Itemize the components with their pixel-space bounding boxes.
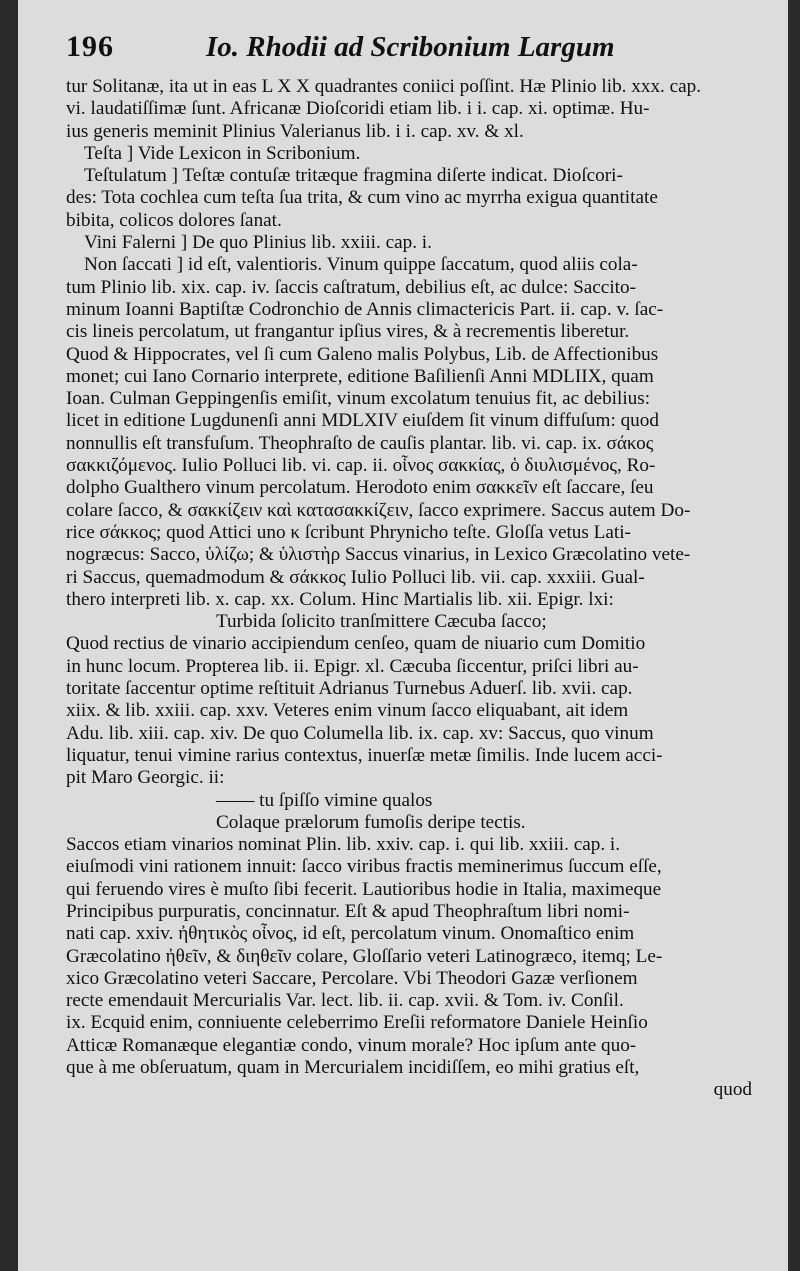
text-line: ix. Ecquid enim, conniuente celeberrimo Ereſii reformatore Daniele Heinſio (66, 1012, 648, 1034)
text-line: Teſtulatum ] Teſtæ contuſæ tritæque fragmina diſerte indicat. Dioſcori- (84, 165, 623, 187)
text-line: que à me obſeruatum, quam in Mercurialem incidiſſem, eo mihi gratius eſt, (66, 1057, 640, 1079)
page-body (66, 76, 766, 1079)
text-line: qui feruendo vires è muſto ſibi fecerit. Lautioribus hodie in Italia, maximeque (66, 878, 662, 900)
text-line: Vini Falerni ] De quo Plinius lib. xxiii. cap. i. (84, 232, 432, 254)
text-line: tum Plinio lib. xix. cap. iv. ſaccis caſtratum, debilius eſt, ac dulce: Saccito- (66, 276, 636, 298)
book-page (18, 0, 788, 1271)
text-line: vi. laudatiſſimæ ſunt. Africanæ Dioſcoridi etiam lib. i i. cap. xi. optimæ. Hu- (66, 98, 650, 120)
page-number: 196 (66, 30, 114, 63)
text-line: cis lineis percolatum, ut frangantur ipſius vires, & à recrementis liberetur. (66, 321, 630, 343)
text-line: nogræcus: Sacco, ὑλίζω; & ὑλιστὴρ Saccus vinarius, in Lexico Græcolatino vete- (66, 544, 691, 566)
text-line: ius generis meminit Plinius Valerianus lib. i i. cap. xv. & xl. (66, 120, 524, 142)
text-line: Colaque prælorum fumoſis deripe tectis. (216, 811, 526, 833)
text-line: —— tu ſpiſſo vimine qualos (216, 789, 433, 811)
text-line: dolpho Gualthero vinum percolatum. Herodoto enim σακκεῖν eſt ſaccare, ſeu (66, 477, 654, 499)
running-title: Io. Rhodii ad Scribonium Largum (206, 31, 615, 63)
text-line: licet in editione Lugdunenſi anni MDLXIV eiuſdem ſit vinum diffuſum: quod (66, 410, 659, 432)
text-line: Adu. lib. xiii. cap. xiv. De quo Columella lib. ix. cap. xv: Saccus, quo vinum (66, 722, 654, 744)
text-line: bibita, colicos dolores ſanat. (66, 209, 282, 231)
text-line: eiuſmodi vini rationem innuit: ſacco viribus fractis meminerimus ſuccum eſſe, (66, 856, 662, 878)
text-line: Teſta ] Vide Lexicon in Scribonium. (84, 142, 361, 164)
text-line: pit Maro Georgic. ii: (66, 767, 225, 789)
text-line: ri Saccus, quemadmodum & σάκκος Iulio Polluci lib. vii. cap. xxxiii. Gual- (66, 566, 645, 588)
text-line: Ioan. Culman Geppingenſis emiſit, vinum excolatum tenuius fit, ac debilius: (66, 388, 651, 410)
text-line: liquatur, tenui vimine rarius contextus, inuerſæ metæ ſimilis. Inde lucem acci- (66, 744, 663, 766)
text-line: xico Græcolatino veteri Saccare, Percolare. Vbi Theodori Gazæ verſionem (66, 967, 638, 989)
text-line: toritate ſaccentur optime reſtituit Adrianus Turnebus Aduerſ. lib. xvii. cap. (66, 678, 633, 700)
text-line: in hunc locum. Propterea lib. ii. Epigr. xl. Cæcuba ſiccentur, priſci libri au- (66, 655, 639, 677)
page-header (66, 30, 766, 76)
text-line: thero interpreti lib. x. cap. xx. Colum. Hinc Martialis lib. xii. Epigr. lxi: (66, 588, 614, 610)
catchword: quod (713, 1079, 752, 1101)
text-line: nati cap. xxiv. ἠθητικὸς οἶνος, id eſt, percolatum vinum. Onomaſtico enim (66, 923, 635, 945)
text-line: tur Solitanæ, ita ut in eas L X X quadrantes coniici poſſint. Hæ Plinio lib. xxx. cap. (66, 76, 702, 97)
text-line: Principibus purpuratis, concinnatur. Eſt & apud Theophraſtum libri nomi- (66, 900, 630, 922)
text-line: Turbida ſolicito tranſmittere Cæcuba ſacco; (216, 611, 547, 633)
text-line: rice σάκκος; quod Attici uno κ ſcribunt Phrynicho teſte. Gloſſa vetus Lati- (66, 521, 631, 543)
text-line: des: Tota cochlea cum teſta ſua trita, & cum vino ac myrrha exigua quantitate (66, 187, 658, 209)
text-line: Quod rectius de vinario accipiendum cenſeo, quam de niuario cum Domitio (66, 633, 646, 655)
text-line: Saccos etiam vinarios nominat Plin. lib. xxiv. cap. i. qui lib. xxiii. cap. i. (66, 834, 621, 856)
text-line: minum Ioanni Baptiſtæ Codronchio de Annis climactericis Part. ii. cap. v. ſac- (66, 298, 664, 320)
text-line: Quod & Hippocrates, vel ſi cum Galeno malis Polybus, Lib. de Affectionibus (66, 343, 659, 365)
text-line: Atticæ Romanæque elegantiæ condo, vinum morale? Hoc ipſum ante quo- (66, 1034, 637, 1056)
text-line: nonnullis eſt transfuſum. Theophraſto de cauſis plantar. lib. vi. cap. ix. σάκος (66, 432, 654, 454)
text-line: σακκιζόμενος. Iulio Polluci lib. vi. cap. ii. οἶνος σακκίας, ὁ διυλισμένος, Ro- (66, 455, 656, 477)
text-line: monet; cui Iano Cornario interprete, editione Baſilienſi Anni MDLIIX, quam (66, 365, 654, 387)
text-line: recte emendauit Mercurialis Var. lect. lib. ii. cap. xvii. & Tom. iv. Conſil. (66, 990, 624, 1012)
text-line: Græcolatino ἠθεῖν, & διηθεῖν colare, Gloſſario veteri Latinogræco, itemq; Le- (66, 945, 663, 967)
text-line: xiix. & lib. xxiii. cap. xxv. Veteres enim vinum ſacco eliquabant, ait idem (66, 700, 629, 722)
text-line: Non ſaccati ] id eſt, valentioris. Vinum quippe ſaccatum, quod aliis cola- (84, 254, 638, 276)
text-line: colare ſacco, & σακκίζειν καὶ κατασακκίζειν, ſacco exprimere. Saccus autem Do- (66, 499, 691, 521)
